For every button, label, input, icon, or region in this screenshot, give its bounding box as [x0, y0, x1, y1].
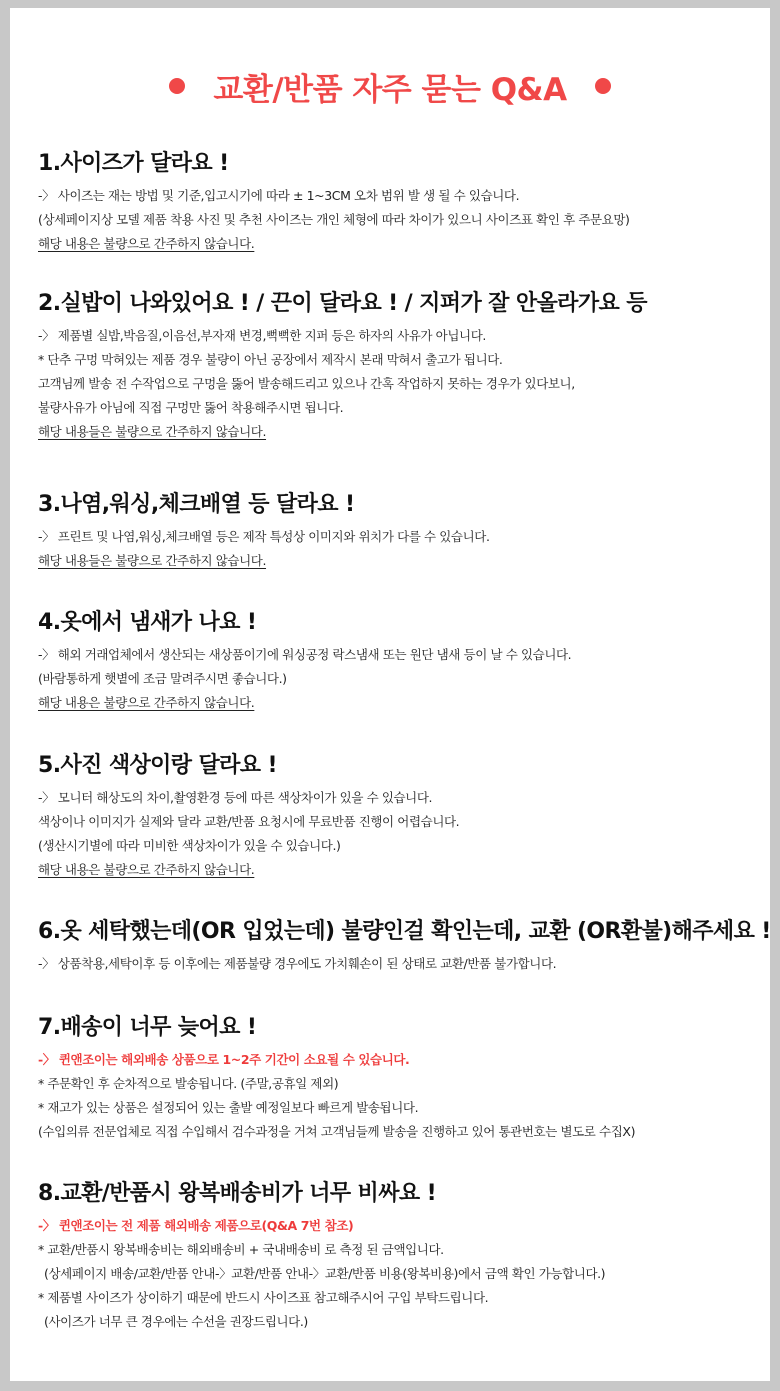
- qa-section-8: [38, 1176, 763, 1334]
- answer-line: -〉 프린트 및 나염,워싱,체크배열 등은 제작 특성상 이미지와 위치가 다를 수 있습니다.: [38, 529, 490, 544]
- qa-section-6: [38, 914, 771, 976]
- question-title: 2.실밥이 나와있어요 ! / 끈이 달라요 ! / 지퍼가 잘 안올라가요 등: [38, 291, 647, 316]
- answer-line: * 재고가 있는 상품은 설정되어 있는 출발 예정일보다 빠르게 발송됩니다.: [38, 1100, 419, 1115]
- answer-line: * 교환/반품시 왕복배송비는 해외배송비 + 국내배송비 로 측정 된 금액입니다.: [38, 1242, 444, 1257]
- qa-section-7: [38, 1010, 763, 1144]
- question-title: 1.사이즈가 달라요 !: [38, 151, 229, 176]
- disclaimer-line: 해당 내용들은 불량으로 간주하지 않습니다.: [38, 424, 267, 439]
- highlight-line: -〉 퀸앤조이는 해외배송 상품으로 1~2주 기간이 소요될 수 있습니다.: [38, 1052, 410, 1067]
- question-title: 3.나염,워싱,체크배열 등 달라요 !: [38, 492, 355, 517]
- qa-section-3: [38, 487, 763, 573]
- disclaimer-line: 해당 내용은 불량으로 간주하지 않습니다.: [38, 236, 255, 251]
- disclaimer-line: 해당 내용들은 불량으로 간주하지 않습니다.: [38, 553, 267, 568]
- qa-section-1: [38, 146, 763, 256]
- bullet-dot-icon: [595, 78, 611, 94]
- page-title: 교환/반품 자주 묻는 Q&A: [213, 71, 567, 108]
- qa-section-4: [38, 605, 763, 715]
- answer-line: (생산시기별에 따라 미비한 색상차이가 있을 수 있습니다.): [38, 838, 341, 853]
- answer-line: -〉 상품착용,세탁이후 등 이후에는 제품불량 경우에도 가치훼손이 된 상태로 교환/반품 불가합니다.: [38, 956, 557, 971]
- answer-line: * 제품별 사이즈가 상이하기 때문에 반드시 사이즈표 참고해주시어 구입 부탁드립니다.: [38, 1290, 489, 1305]
- answer-line: -〉 사이즈는 재는 방법 및 기준,입고시기에 따라 ± 1~3CM 오차 범위 발 생 될 수 있습니다.: [38, 188, 520, 203]
- answer-line: * 주문확인 후 순차적으로 발송됩니다. (주말,공휴일 제외): [38, 1076, 339, 1091]
- bullet-dot-icon: [169, 78, 185, 94]
- disclaimer-line: 해당 내용은 불량으로 간주하지 않습니다.: [38, 695, 255, 710]
- question-title: 6.옷 세탁했는데(OR 입었는데) 불량인걸 확인는데, 교환 (OR환불)해주세요 !: [38, 919, 771, 944]
- answer-line: (사이즈가 너무 큰 경우에는 수선을 권장드립니다.): [44, 1314, 308, 1329]
- question-title: 8.교환/반품시 왕복배송비가 너무 비싸요 !: [38, 1181, 437, 1206]
- highlight-line: -〉 퀸앤조이는 전 제품 해외배송 제품으로(Q&A 7번 참조): [38, 1218, 354, 1233]
- answer-line: 색상이나 이미지가 실제와 달라 교환/반품 요청시에 무료반품 진행이 어렵습니다.: [38, 814, 460, 829]
- answer-line: -〉 제품별 실밥,박음질,이음선,부자재 변경,뻑뻑한 지퍼 등은 하자의 사유가 아닙니다.: [38, 328, 486, 343]
- answer-line: (상세페이지상 모델 제품 착용 사진 및 추천 사이즈는 개인 체형에 따라 차이가 있으니 사이즈표 확인 후 주문요망): [38, 212, 630, 227]
- answer-line: 고객님께 발송 전 수작업으로 구멍을 뚫어 발송해드리고 있으나 간혹 작업하지 못하는 경우가 있다보니,: [38, 376, 575, 391]
- answer-line: * 단추 구멍 막혀있는 제품 경우 불량이 아닌 공장에서 제작시 본래 막혀서 출고가 됩니다.: [38, 352, 503, 367]
- question-title: 7.배송이 너무 늦어요 !: [38, 1015, 257, 1040]
- answer-line: (바람통하게 햇볕에 조금 말려주시면 좋습니다.): [38, 671, 287, 686]
- answer-line: (상세페이지 배송/교환/반품 안내-〉교환/반품 안내-〉교환/반품 비용(왕복비용)에서 금액 확인 가능합니다.): [44, 1266, 606, 1281]
- qa-section-2: [38, 286, 763, 444]
- answer-line: -〉 해외 거래업체에서 생산되는 새상품이기에 워싱공정 락스냄새 또는 원단 냄새 등이 날 수 있습니다.: [38, 647, 572, 662]
- answer-line: 불량사유가 아님에 직접 구멍만 뚫어 착용해주시면 됩니다.: [38, 400, 344, 415]
- disclaimer-line: 해당 내용은 불량으로 간주하지 않습니다.: [38, 862, 255, 877]
- answer-line: -〉 모니터 해상도의 차이,촬영환경 등에 따른 색상차이가 있을 수 있습니다.: [38, 790, 433, 805]
- qa-section-5: [38, 748, 763, 882]
- page-header: [10, 60, 770, 112]
- answer-line: (수입의류 전문업체로 직접 수입해서 검수과정을 거쳐 고객님들께 발송을 진행하고 있어 통관번호는 별도로 수집X): [38, 1124, 636, 1139]
- question-title: 4.옷에서 냄새가 나요 !: [38, 610, 257, 635]
- question-title: 5.사진 색상이랑 달라요 !: [38, 753, 277, 778]
